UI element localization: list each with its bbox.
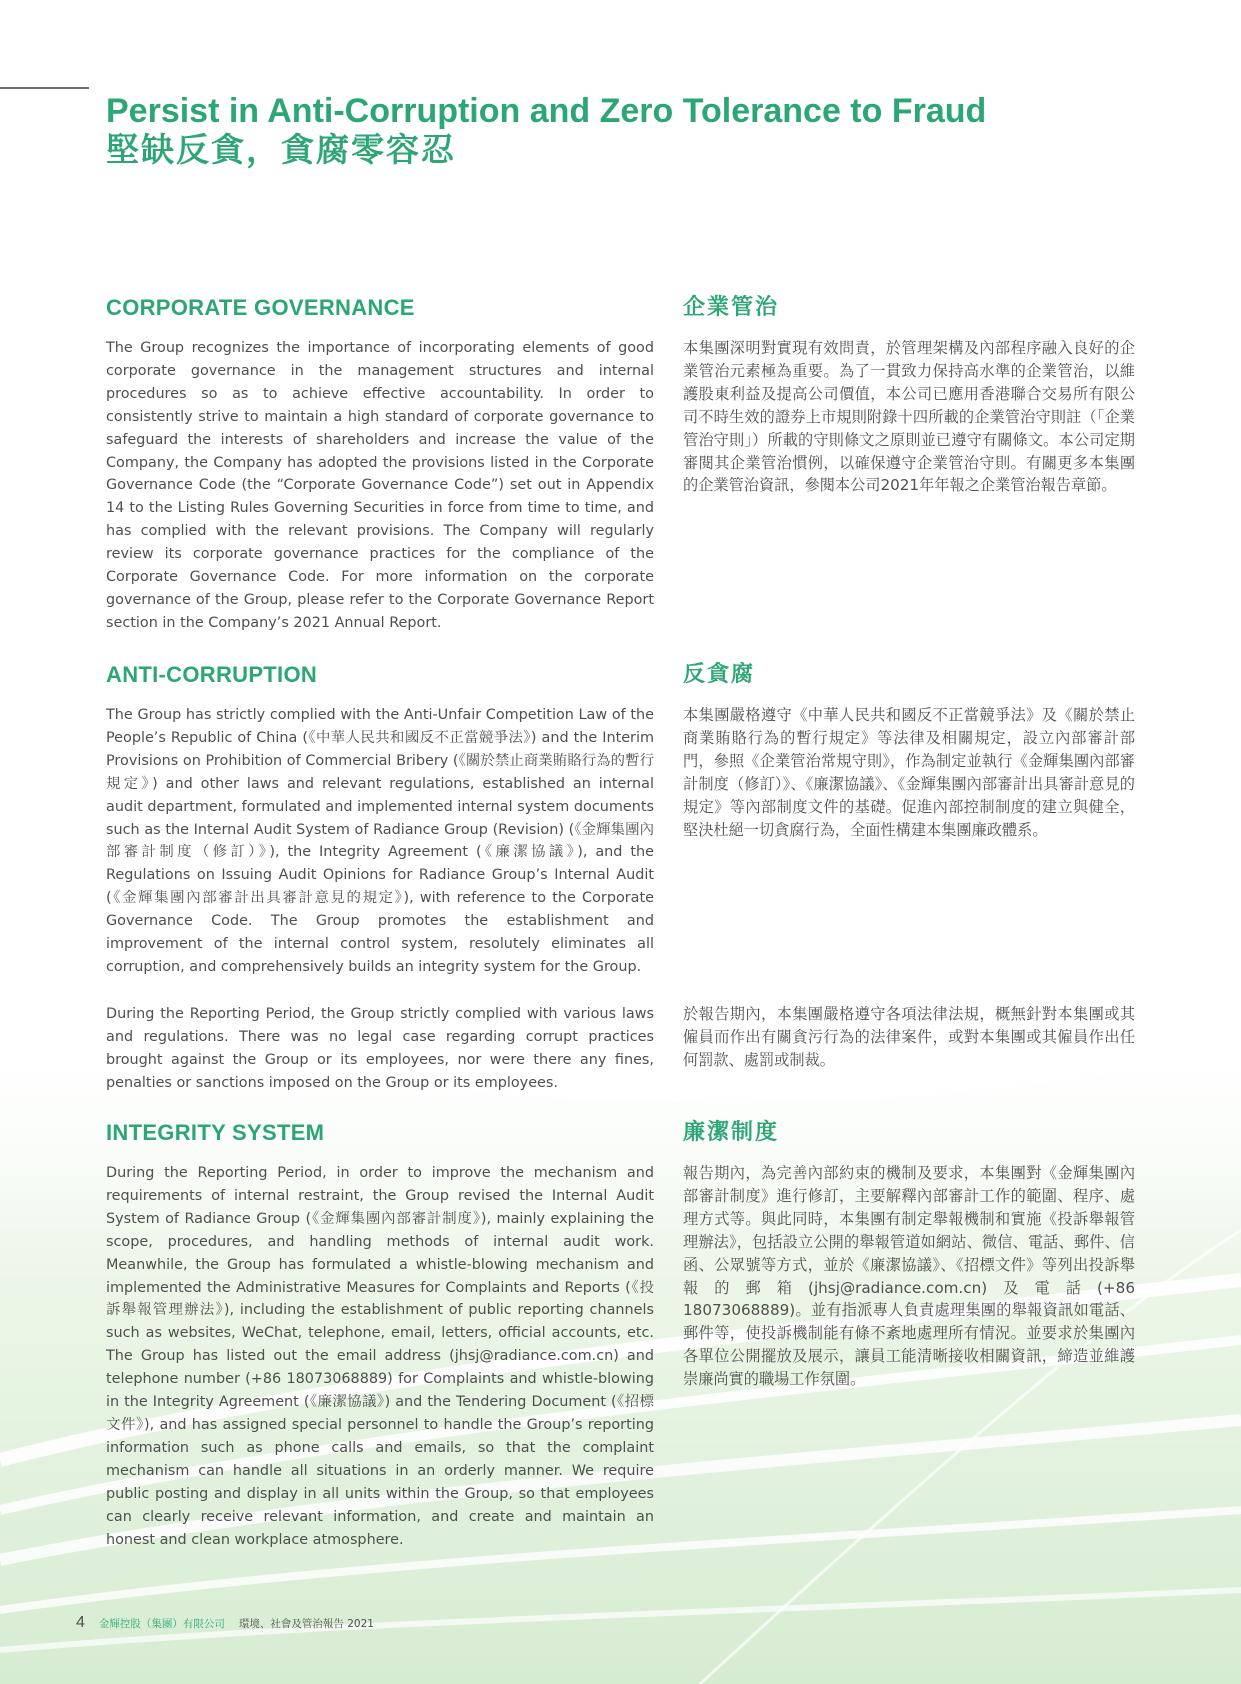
reporting-period-zh <box>683 1003 1135 1072</box>
section-body: 本集團嚴格遵守《中華人民共和國反不正當競爭法》及《關於禁止商業賄賂行為的暫行規定》等法律及相關規定，設立內部審計部門，參照《企業管治常規守則》，作為制定並執行《金輝集團內部審計制度（修訂）》、《廉潔協議》、《金輝集團內部審計出具審計意見的規定》等內部制度文件的基礎。促進內部控制制度的建立與健全，堅決杜絕一切貪腐行為，全面性構建本集團廉政體系。 <box>683 706 1135 839</box>
section-heading: ANTI-CORRUPTION <box>106 662 318 687</box>
integrity-system-en <box>106 1120 654 1551</box>
page-title-zh: 堅缺反貪，貪腐零容忍 <box>106 130 456 169</box>
page-title-en: Persist in Anti-Corruption and Zero Tolerance to Fraud <box>106 92 987 130</box>
page-number: 4 <box>76 1614 85 1631</box>
section-heading: INTEGRITY SYSTEM <box>106 1120 325 1145</box>
paragraph: During the Reporting Period, the Group strictly complied with various laws and regulations. There was no legal case regarding corrupt practices brought against the Group or its employees, nor were there any fines, penalties or sanctions imposed on the Group or its employees. <box>106 1006 654 1091</box>
page-footer <box>76 1614 374 1632</box>
paragraph: 於報告期內，本集團嚴格遵守各項法律法規，概無針對本集團或其僱員而作出有關貪污行為的法律案件，或對本集團或其僱員作出任何罰款、處罰或制裁。 <box>683 1005 1135 1069</box>
footer-company-name: 金輝控股（集團）有限公司 <box>98 1618 225 1630</box>
section-body: During the Reporting Period, in order to improve the mechanism and requirements of internal restraint, the Group revised the Internal Audit System of Radiance Group (《金輝集團內部審計制度》), mainly explaining the scope, procedures, and handling methods of internal audit work. Meanwhile, the Group has formulated a whistle-blowing mechanism and implemented the Administrative Measures for Complaints and Reports (《投訴舉報管理辦法》), including the establishment of public reporting channels such as websites, WeChat, telephone, email, letters, official accounts, etc. The Group has listed out the email address (jhsj@radiance.com.cn) and telephone number (+86 18073068889) for Complaints and whistle-blowing in the Integrity Agreement (《廉潔協議》) and the Tendering Document (《招標文件》), and has assigned special personnel to handle the Group’s reporting information such as phone calls and emails, so that the complaint mechanism can handle all situations in an orderly manner. We require public posting and display in all units within the Group, so that employees can clearly receive relevant information, and create and maintain an honest and clean workplace atmosphere. <box>106 1165 654 1548</box>
anti-corruption-en <box>106 662 654 979</box>
footer-report-title: 環境、社會及管治報告 2021 <box>238 1618 374 1630</box>
reporting-period-en <box>106 1003 654 1095</box>
section-heading: CORPORATE GOVERNANCE <box>106 295 415 320</box>
corporate-governance-zh <box>683 295 1135 497</box>
section-heading: 反貪腐 <box>683 662 756 687</box>
corporate-governance-en <box>106 295 654 635</box>
top-rule <box>0 87 89 89</box>
section-body: 本集團深明對實現有效問責，於管理架構及內部程序融入良好的企業管治元素極為重要。為了一貫致力保持高水準的企業管治，以維護股東利益及提高公司價值，本公司已應用香港聯合交易所有限公司不時生效的證券上市規則附錄十四所載的企業管治守則註（「企業管治守則」）所載的守則條文之原則並已遵守有關條文。本公司定期審閱其企業管治慣例，以確保遵守企業管治守則。有關更多本集團的企業管治資訊，參閱本公司2021年年報之企業管治報告章節。 <box>683 339 1135 495</box>
section-body: The Group has strictly complied with the Anti-Unfair Competition Law of the People’s Republic of China (《中華人民共和國反不正當競爭法》) and the Interim Provisions on Prohibition of Commercial Bribery (《關於禁止商業賄賂行為的暫行規定》) and other laws and relevant regulations, established an internal audit department, formulated and implemented internal system documents such as the Internal Audit System of Radiance Group (Revision) (《金輝集團內部審計制度（修訂）》), the Integrity Agreement (《廉潔協議》), and the Regulations on Issuing Audit Opinions for Radiance Group’s Internal Audit (《金輝集團內部審計出具審計意見的規定》), with reference to the Corporate Governance Code. The Group promotes the establishment and improvement of the internal control system, resolutely eliminates all corruption, and comprehensively builds an integrity system for the Group. <box>106 707 654 975</box>
section-heading: 企業管治 <box>683 295 780 320</box>
section-body: The Group recognizes the importance of incorporating elements of good corporate governance in the management structures and internal procedures so as to achieve effective accountability. In order to consistently strive to maintain a high standard of corporate governance to safeguard the interests of shareholders and increase the value of the Company, the Company has adopted the provisions listed in the Corporate Governance Code (the “Corporate Governance Code”) set out in Appendix 14 to the Listing Rules Governing Securities in force from time to time, and has complied with the relevant provisions. The Company will regularly review its corporate governance practices for the compliance of the Corporate Governance Code. For more information on the corporate governance of the Group, please refer to the Corporate Governance Report section in the Company’s 2021 Annual Report. <box>106 340 654 631</box>
integrity-system-zh <box>683 1120 1135 1391</box>
anti-corruption-zh <box>683 662 1135 841</box>
section-heading: 廉潔制度 <box>683 1120 780 1145</box>
section-body: 報告期內，為完善內部約束的機制及要求，本集團對《金輝集團內部審計制度》進行修訂，主要解釋內部審計工作的範圍、程序、處理方式等。與此同時，本集團有制定舉報機制和實施《投訴舉報管理辦法》，包括設立公開的舉報管道如網站、微信、電話、郵件、信函、公眾號等方式，並於《廉潔協議》、《招標文件》等列出投訴舉報的郵箱(jhsj@radiance.com.cn)及電話(+86 18073068889)。並有指派專人負責處理集團的舉報資訊如電話、郵件等，使投訴機制能有條不紊地處理所有情況。並要求於集團內各單位公開擺放及展示，讓員工能清晰接收相關資訊，締造並維護崇廉尚實的職場工作氛圍。 <box>683 1164 1135 1389</box>
